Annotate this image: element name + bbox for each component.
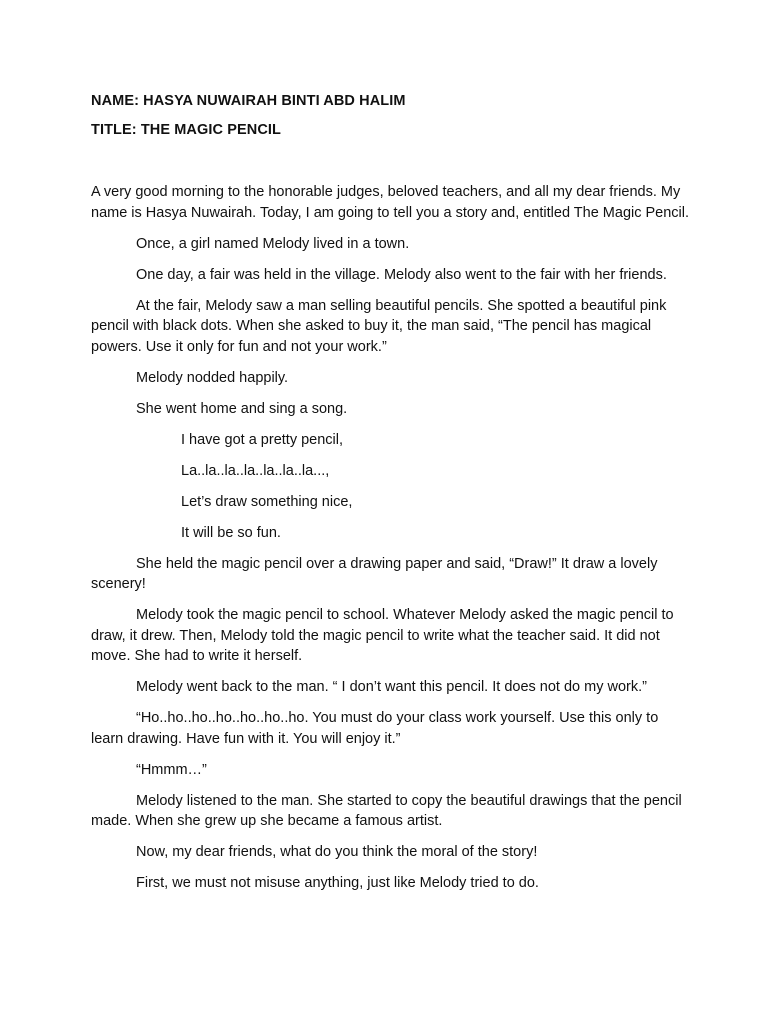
story-paragraph: One day, a fair was held in the village. Melody also went to the fair with her friends. xyxy=(136,266,667,283)
story-paragraph: She held the magic pencil over a drawing paper and said, “Draw!” It draw a lovely scenery! xyxy=(91,555,658,592)
story-paragraph: First, we must not misuse anything, just like Melody tried to do. xyxy=(136,875,539,891)
story-paragraph: At the fair, Melody saw a man selling beautiful pencils. She spotted a beautiful pink pencil with black dots. When she asked to buy it, the man said, “The pencil has magical powers. Use it only for fun and not your work.” xyxy=(91,297,667,355)
title-line: TITLE: THE MAGIC PENCIL xyxy=(91,122,281,138)
story-paragraph: Melody went back to the man. “ I don’t want this pencil. It does not do my work.” xyxy=(136,679,647,695)
story-paragraph: Melody took the magic pencil to school. Whatever Melody asked the magic pencil to draw, it drew. Then, Melody told the magic pencil to write what the teacher said. It did not move. She had to write it herself. xyxy=(91,607,674,664)
story-body xyxy=(91,182,691,904)
name-line: NAME: HASYA NUWAIRAH BINTI ABD HALIM xyxy=(91,93,406,109)
story-paragraph: She went home and sing a song. xyxy=(136,400,348,417)
song-line: I have got a pretty pencil, xyxy=(181,431,344,448)
story-paragraph: “Hmmm…” xyxy=(136,761,207,778)
story-paragraph: Melody nodded happily. xyxy=(136,369,289,386)
story-paragraph: “Ho..ho..ho..ho..ho..ho..ho. You must do your class work yourself. Use this only to learn drawing. Have fun with it. You will enjoy it.” xyxy=(91,710,659,747)
song-line: La..la..la..la..la..la..la..., xyxy=(181,462,330,479)
story-paragraph: Now, my dear friends, what do you think the moral of the story! xyxy=(136,844,538,860)
intro-paragraph: A very good morning to the honorable judges, beloved teachers, and all my dear friends. My name is Hasya Nuwairah. Today, I am going to tell you a story and, entitled The Magic Pencil. xyxy=(91,184,690,221)
story-paragraph: Once, a girl named Melody lived in a town. xyxy=(136,235,410,252)
song-line: It will be so fun. xyxy=(181,524,281,541)
song-line: Let’s draw something nice, xyxy=(181,493,353,510)
story-paragraph: Melody listened to the man. She started to copy the beautiful drawings that the pencil made. When she grew up she became a famous artist. xyxy=(91,792,682,829)
